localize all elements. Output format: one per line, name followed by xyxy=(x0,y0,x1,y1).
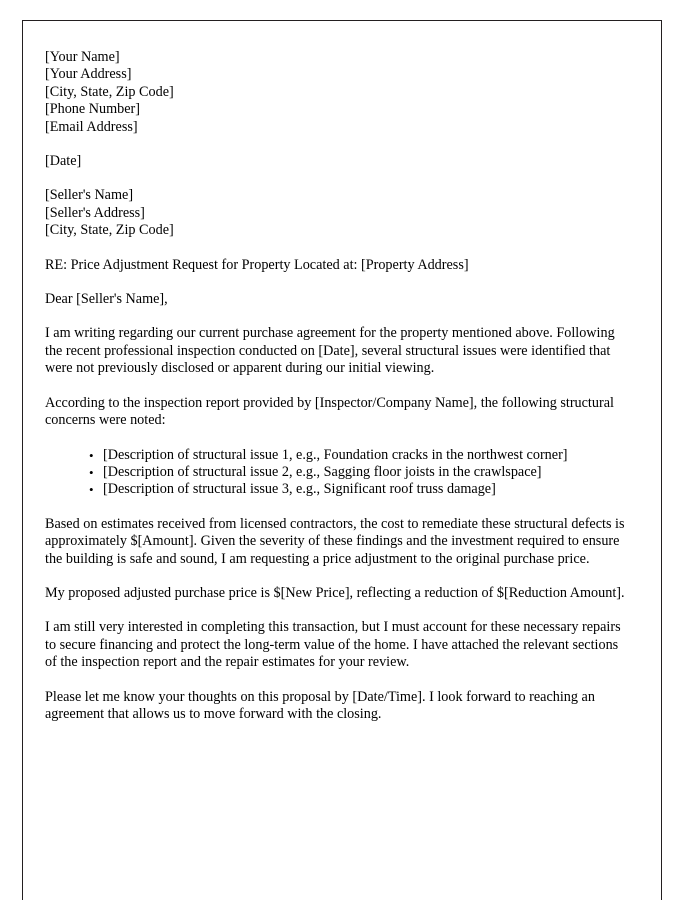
sender-address-block xyxy=(45,49,631,136)
list-item: • [Description of structural issue 3, e.g., Significant roof truss damage] xyxy=(89,481,631,498)
sender-phone: [Phone Number] xyxy=(45,101,140,118)
recipient-name: [Seller's Name] xyxy=(45,187,134,204)
letter-date: [Date] xyxy=(45,153,82,170)
paragraph-inspection-report: According to the inspection report provided by [Inspector/Company Name], the following structural concerns were noted: xyxy=(45,394,614,429)
sender-email: [Email Address] xyxy=(45,118,138,135)
salutation: Dear [Seller's Name], xyxy=(45,291,168,308)
paragraph-cost-estimate: Based on estimates received from licensed contractors, the cost to remediate these structural defects is approximately $[Amount]. Given the severity of these findings and the investment required to ensure the building is safe and sound, I am requesting a price adjustment to the original purchase price. xyxy=(45,515,625,567)
paragraph-interest-statement: I am still very interested in completing this transaction, but I must account for these necessary repairs to secure financing and protect the long-term value of the home. I have attached the relevant sections of the inspection report and the repair estimates for your review. xyxy=(45,619,621,671)
paragraph-closing-request: Please let me know your thoughts on this proposal by [Date/Time]. I look forward to reaching an agreement that allows us to move forward with the closing. xyxy=(45,688,595,722)
letter-body xyxy=(23,21,661,723)
date-block xyxy=(45,153,631,170)
recipient-street: [Seller's Address] xyxy=(45,204,145,221)
recipient-address-block xyxy=(45,187,631,239)
structural-issues-list xyxy=(45,447,631,499)
list-item: • [Description of structural issue 2, e.g., Sagging floor joists in the crawlspace] xyxy=(89,464,631,481)
list-item: • [Description of structural issue 1, e.g., Foundation cracks in the northwest corner] xyxy=(89,447,631,464)
document-page xyxy=(22,20,662,900)
paragraph-intro: I am writing regarding our current purchase agreement for the property mentioned above. Following the recent professional inspection conducted on [Date], several structural issues were identified that were not previously disclosed or apparent during our initial viewing. xyxy=(45,325,615,377)
paragraph-proposed-price: My proposed adjusted purchase price is $[New Price], reflecting a reduction of $[Reduction Amount]. xyxy=(45,584,625,601)
sender-name: [Your Name] xyxy=(45,49,120,65)
sender-street: [Your Address] xyxy=(45,66,132,83)
sender-city-state-zip: [City, State, Zip Code] xyxy=(45,83,174,100)
recipient-city-state-zip: [City, State, Zip Code] xyxy=(45,222,174,239)
subject-line: RE: Price Adjustment Request for Property Located at: [Property Address] xyxy=(45,256,469,273)
